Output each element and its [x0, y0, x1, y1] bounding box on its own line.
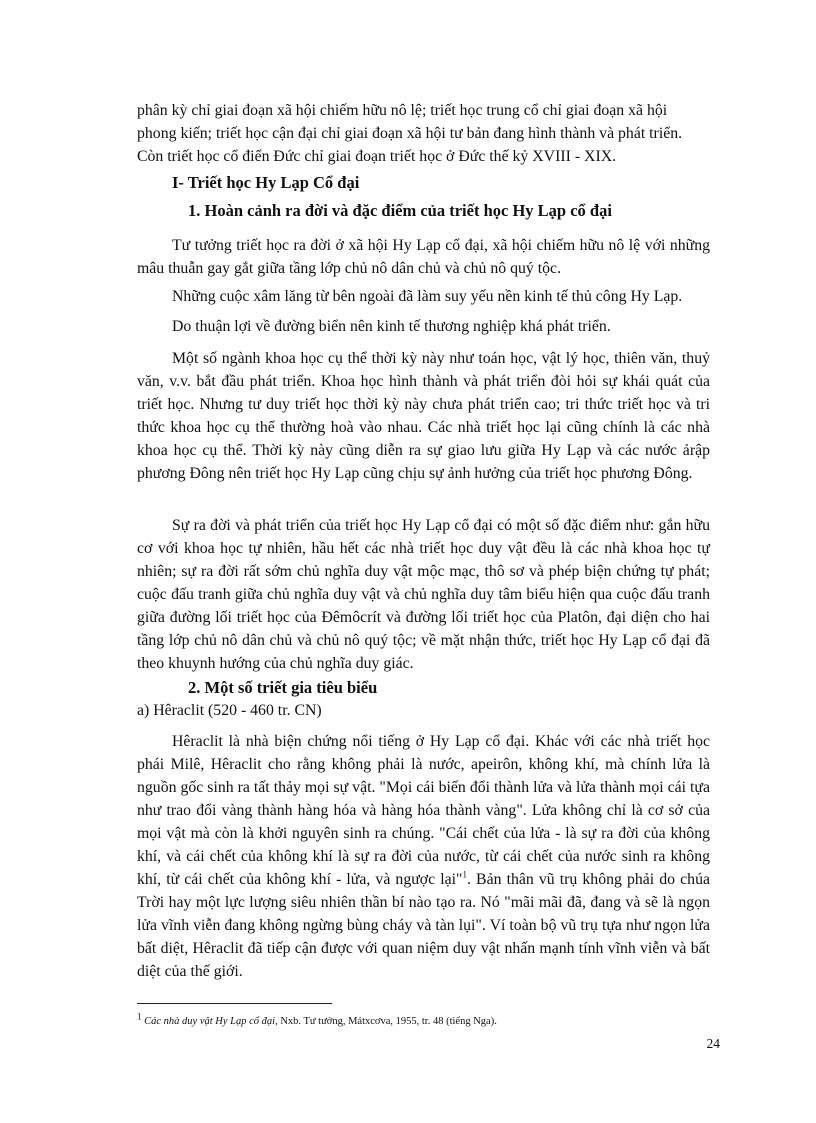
paragraph-text: . Bản thân vũ trụ không phải do chúa Trời hay một lực lượng siêu nhiên thần bí nào tạo ra. Nó "mãi mãi đã, đang và sẽ là ngọn lửa vĩnh viễn đang không ngừng bùng cháy và tàn lụi". Ví toàn bộ vũ trụ tựa như ngọn lửa bất diệt, Hêraclit đã tiếp cận được với quan niệm duy vật nhấn mạnh tính vĩnh viễn và bất diệt của thế giới. [137, 871, 710, 980]
text-line: phân kỳ chỉ giai đoạn xã hội chiếm hữu nô lệ; triết học trung cổ chỉ giai đoạn xã hội [137, 102, 668, 119]
section-heading-1: 1. Hoàn cảnh ra đời và đặc điểm của triết học Hy Lạp cổ đại [188, 201, 612, 220]
paragraph-text: Hêraclit là nhà biện chứng nổi tiếng ở Hy Lạp cổ đại. Khác với các nhà triết học phái Milê, Hêraclit cho rằng không phải là nước, apeirôn, không khí, mà chính lửa là nguồn gốc sinh ra tất thảy mọi sự vật. "Mọi cái biến đổi thành lửa và lửa thành mọi cái tựa như trao đổi vàng thành hàng hóa và hàng hóa thành vàng". Lửa không chỉ là cơ sở của mọi vật mà còn là khởi nguyên sinh ra chúng. "Cái chết của lửa - là sự ra đời của không khí, và cái chết của không khí là sự ra đời của nước, từ cái chết của nước sinh ra không khí, từ cái chết của không khí - lửa, và ngược lại" [137, 733, 710, 888]
paragraph-context: Tư tưởng triết học ra đời ở xã hội Hy Lạp cổ đại, xã hội chiếm hữu nô lệ với những mâu thuẫn gay gắt giữa tầng lớp chủ nô dân chủ và chủ nô quý tộc. [137, 237, 710, 277]
footnote-marker: 1 [137, 1011, 142, 1022]
paragraph-heraclitus [137, 730, 710, 983]
paragraph-sciences: Một số ngành khoa học cụ thể thời kỳ này như toán học, vật lý học, thiên văn, thuỷ văn, v.v. bắt đầu phát triển. Khoa học hình thành và phát triển đòi hỏi sự khái quát của triết học. Nhưng tư duy triết học thời kỳ này chưa phát triển cao; tri thức triết học và tri thức khoa học cụ thể thường hoà vào nhau. Các nhà triết học lại cũng chính là các nhà khoa học cụ thể. Thời kỳ này cũng diễn ra sự giao lưu giữa Hy Lạp và các nước ảrập phương Đông nên triết học Hy Lạp cũng chịu sự ảnh hưởng của triết học phương Đông. [137, 350, 710, 482]
paragraph-invasions: Những cuộc xâm lăng từ bên ngoài đã làm suy yếu nền kinh tế thủ công Hy Lạp. [172, 288, 683, 305]
footnote-title: Các nhà duy vật Hy Lạp cổ đại [144, 1016, 276, 1027]
footnote [137, 1011, 717, 1029]
paragraph-commerce: Do thuận lợi về đường biển nên kinh tế thương nghiệp khá phát triển. [172, 318, 611, 335]
text-line: Còn triết học cổ điển Đức chỉ giai đoạn triết học ở Đức thế kỷ XVIII - XIX. [137, 148, 617, 165]
continuation-paragraph [137, 99, 710, 168]
footnote-text: , Nxb. Tư tưởng, Mátxcơva, 1955, tr. 48 (tiếng Nga). [275, 1016, 497, 1027]
footnote-reference[interactable]: 1 [462, 869, 467, 880]
section-heading-2: 2. Một số triết gia tiêu biểu [188, 678, 378, 697]
text-line: phong kiến; triết học cận đại chỉ giai đoạn xã hội tư bản đang hình thành và phát triển. [137, 125, 683, 142]
paragraph-characteristics: Sự ra đời và phát triển của triết học Hy Lạp cổ đại có một số đặc điểm như: gắn hữu cơ với khoa học tự nhiên, hầu hết các nhà triết học duy vật đều là các nhà khoa học tự nhiên; sự ra đời rất sớm chủ nghĩa duy vật mộc mạc, thô sơ và phép biện chứng tự phát; cuộc đấu tranh giữa chủ nghĩa duy vật và chủ nghĩa duy tâm biểu hiện qua cuộc đấu tranh giữa đường lối triết học của Đêmôcrít và đường lối triết học của Platôn, đại diện cho hai tầng lớp chủ nô dân chủ và chủ nô quý tộc; về mặt nhận thức, triết học Hy Lạp cổ đại đã theo khuynh hướng của chủ nghĩa duy giác. [137, 517, 710, 672]
subheading-heraclitus: a) Hêraclit (520 - 460 tr. CN) [137, 702, 322, 719]
footnote-divider [137, 1003, 332, 1004]
page-number: 24 [706, 1036, 720, 1051]
part-heading: I- Triết học Hy Lạp Cổ đại [172, 173, 360, 192]
